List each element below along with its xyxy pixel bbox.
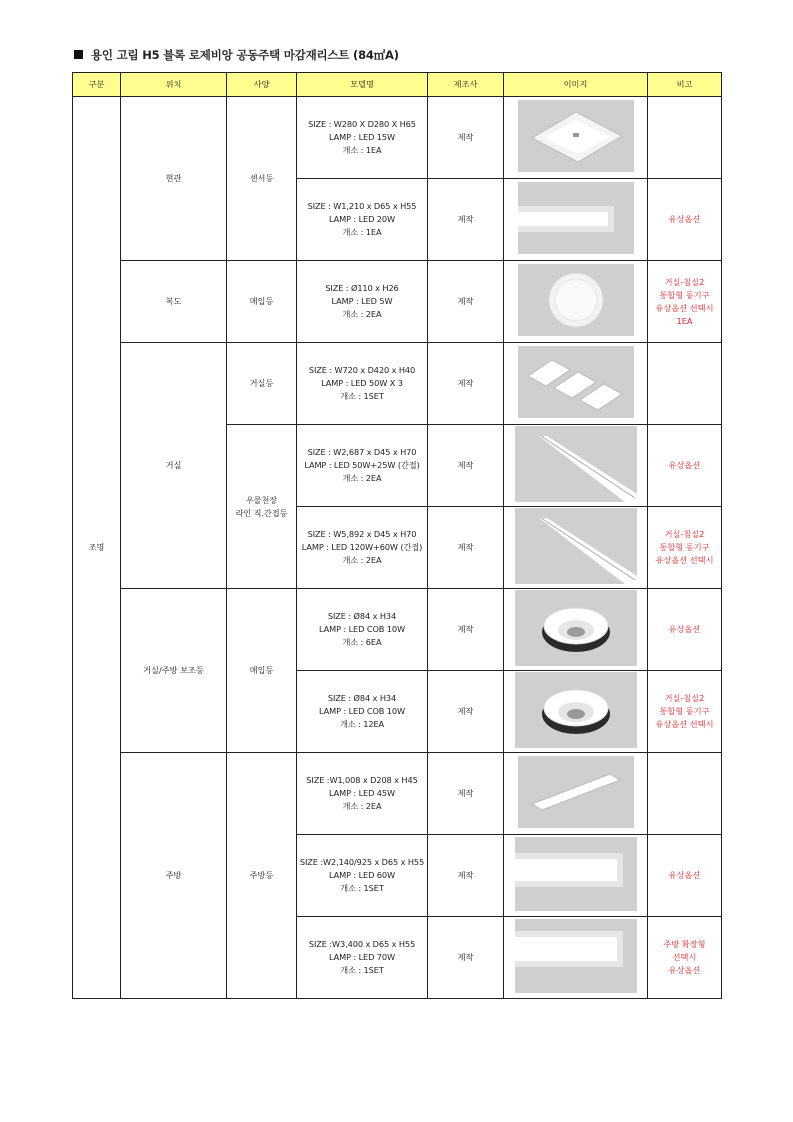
- document-title: [74, 47, 399, 63]
- header-row: [73, 73, 722, 97]
- image-cell: [504, 425, 648, 507]
- image-cell: [504, 917, 648, 999]
- image-cell: [504, 753, 648, 835]
- location-cell: 현관: [121, 97, 227, 261]
- note-cell: 유상옵션: [648, 179, 722, 261]
- square-ceiling-light-icon: [518, 100, 634, 172]
- maker-cell: 제작: [428, 261, 504, 343]
- spec-cell: 매입등: [227, 589, 297, 753]
- header-note: 비고: [648, 73, 722, 97]
- location-cell: 복도: [121, 261, 227, 343]
- model-cell: SIZE :W3,400 x D65 x H55 LAMP : LED 70W 개소 : 1SET: [297, 917, 428, 999]
- maker-cell: 제작: [428, 753, 504, 835]
- header-model: 모델명: [297, 73, 428, 97]
- model-cell: SIZE :W1,008 x D208 x H45 LAMP : LED 45W 개소 : 2EA: [297, 753, 428, 835]
- note-cell: 유상옵션: [648, 835, 722, 917]
- spec-cell: 우물천장 라인 직.간접등: [227, 425, 297, 589]
- cob-downlight-icon: [515, 672, 637, 748]
- image-cell: [504, 835, 648, 917]
- image-cell: [504, 507, 648, 589]
- note-cell: 거실-침실2 통합형 동기구 유상옵션 선택시: [648, 671, 722, 753]
- spec-cell: 주방등: [227, 753, 297, 999]
- maker-cell: 제작: [428, 835, 504, 917]
- image-cell: [504, 671, 648, 753]
- maker-cell: 제작: [428, 917, 504, 999]
- note-cell: 거실-침실2 통합형 동기구 유상옵션 선택시 1EA: [648, 261, 722, 343]
- table-row: [73, 97, 722, 179]
- image-cell: [504, 179, 648, 261]
- triple-panel-light-icon: [518, 346, 634, 418]
- maker-cell: 제작: [428, 425, 504, 507]
- category-cell: 조명: [73, 97, 121, 999]
- model-cell: SIZE : W2,687 x D45 x H70 LAMP : LED 50W+25W (간접) 개소 : 2EA: [297, 425, 428, 507]
- header-category: 구분: [73, 73, 121, 97]
- finish-material-table: [72, 72, 722, 999]
- title-text: 용인 고림 H5 블록 로제비앙 공동주택 마감재리스트 (84㎡A): [91, 48, 399, 62]
- line-light-icon: [515, 426, 637, 502]
- slim-panel-light-icon: [518, 756, 634, 828]
- note-cell: 유상옵션: [648, 425, 722, 507]
- maker-cell: 제작: [428, 671, 504, 753]
- image-cell: [504, 343, 648, 425]
- location-cell: 거실: [121, 343, 227, 589]
- cob-downlight-icon: [515, 590, 637, 666]
- note-cell: 유상옵션: [648, 589, 722, 671]
- linear-recessed-light-icon: [515, 837, 637, 911]
- table-row: [73, 753, 722, 835]
- model-cell: SIZE :W2,140/925 x D65 x H55 LAMP : LED 60W 개소 : 1SET: [297, 835, 428, 917]
- header-maker: 제조사: [428, 73, 504, 97]
- spec-cell: 매입등: [227, 261, 297, 343]
- location-cell: 주방: [121, 753, 227, 999]
- note-cell: 거실-침실2 통합형 동기구 유상옵션 선택시: [648, 507, 722, 589]
- model-cell: SIZE : W280 X D280 X H65 LAMP : LED 15W 개소 : 1EA: [297, 97, 428, 179]
- note-cell: 주방 확장형 선택시 유상옵션: [648, 917, 722, 999]
- note-cell: [648, 343, 722, 425]
- model-cell: SIZE : W5,892 x D45 x H70 LAMP : LED 120W+60W (간접) 개소 : 2EA: [297, 507, 428, 589]
- header-location: 위치: [121, 73, 227, 97]
- linear-recessed-light-icon: [518, 182, 634, 254]
- note-cell: [648, 753, 722, 835]
- model-cell: SIZE : W720 x D420 x H40 LAMP : LED 50W X 3 개소 : 1SET: [297, 343, 428, 425]
- model-cell: SIZE : W1,210 x D65 x H55 LAMP : LED 20W 개소 : 1EA: [297, 179, 428, 261]
- header-image: 이미지: [504, 73, 648, 97]
- maker-cell: 제작: [428, 179, 504, 261]
- table-row: [73, 343, 722, 425]
- model-cell: SIZE : Ø84 x H34 LAMP : LED COB 10W 개소 : 12EA: [297, 671, 428, 753]
- line-light-icon: [515, 508, 637, 584]
- maker-cell: 제작: [428, 507, 504, 589]
- image-cell: [504, 261, 648, 343]
- spec-cell: 센서등: [227, 97, 297, 261]
- table-row: [73, 589, 722, 671]
- model-cell: SIZE : Ø84 x H34 LAMP : LED COB 10W 개소 : 6EA: [297, 589, 428, 671]
- maker-cell: 제작: [428, 97, 504, 179]
- table-row: [73, 261, 722, 343]
- linear-recessed-light-icon: [515, 919, 637, 993]
- maker-cell: 제작: [428, 589, 504, 671]
- model-cell: SIZE : Ø110 x H26 LAMP : LED 5W 개소 : 2EA: [297, 261, 428, 343]
- image-cell: [504, 589, 648, 671]
- maker-cell: 제작: [428, 343, 504, 425]
- round-downlight-icon: [518, 264, 634, 336]
- header-spec: 사양: [227, 73, 297, 97]
- square-bullet-icon: [74, 50, 83, 59]
- spec-cell: 거실등: [227, 343, 297, 425]
- location-cell: 거실/주방 보조등: [121, 589, 227, 753]
- note-cell: [648, 97, 722, 179]
- image-cell: [504, 97, 648, 179]
